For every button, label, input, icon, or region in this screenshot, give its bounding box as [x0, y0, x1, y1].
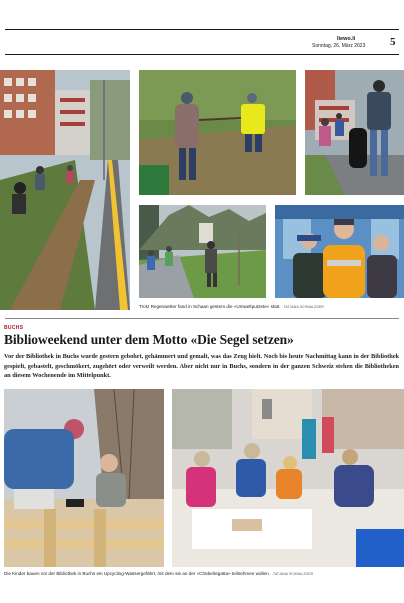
photo-kids-wood	[4, 389, 164, 567]
paper-name: liewo.li	[337, 36, 356, 42]
article-lead: Vor der Bibliothek in Buchs wurde gestern gebohrt, gehämmert und gemalt, was das Zeug hielt. Noch bis heute Nachmittag kann in der Bibliothek gespielt, gebastelt, geschmökert, zugehört oder verweilt werden. Aber nicht nur in Buchs, sondern in der ganzen Schweiz stehen die Bibliotheken an diesem Wochenende im Mittelpunkt.	[4, 353, 399, 380]
header-rule	[5, 54, 399, 55]
photo-rainy-path	[139, 205, 266, 298]
top-photo-caption	[139, 304, 324, 309]
article-headline: Biblioweekend unter dem Motto «Die Segel setzen»	[4, 332, 294, 347]
top-caption-credit: TATJANA SCHNALZGER	[283, 305, 324, 309]
photo-yellow-jacket	[275, 205, 404, 298]
photo-kids-painting	[172, 389, 404, 567]
photo-trash-bag	[305, 70, 404, 195]
section-rule	[5, 318, 399, 319]
section-tag: BUCHS	[4, 325, 24, 331]
bottom-photo-caption	[4, 571, 313, 576]
photo-child-vest	[139, 70, 296, 195]
top-rule	[5, 29, 399, 30]
photo-street-cleanup	[0, 70, 130, 310]
bottom-caption-credit: TATJANA SCHNALZGER	[272, 572, 314, 576]
issue-date: Sonntag, 26. März 2023	[312, 43, 366, 49]
bottom-caption-text: Die Kinder bauen vor der Bibliothek in Buchs ein Upcycling-Wassergefährt, mit dem sie an der «Chübelregatta» teilnehmen wollen.	[4, 571, 270, 576]
top-caption-text: Trotz Regenwetter fand in Schaan gestern die «Umweltputzete» statt.	[139, 304, 281, 309]
page-number: 5	[390, 36, 396, 48]
